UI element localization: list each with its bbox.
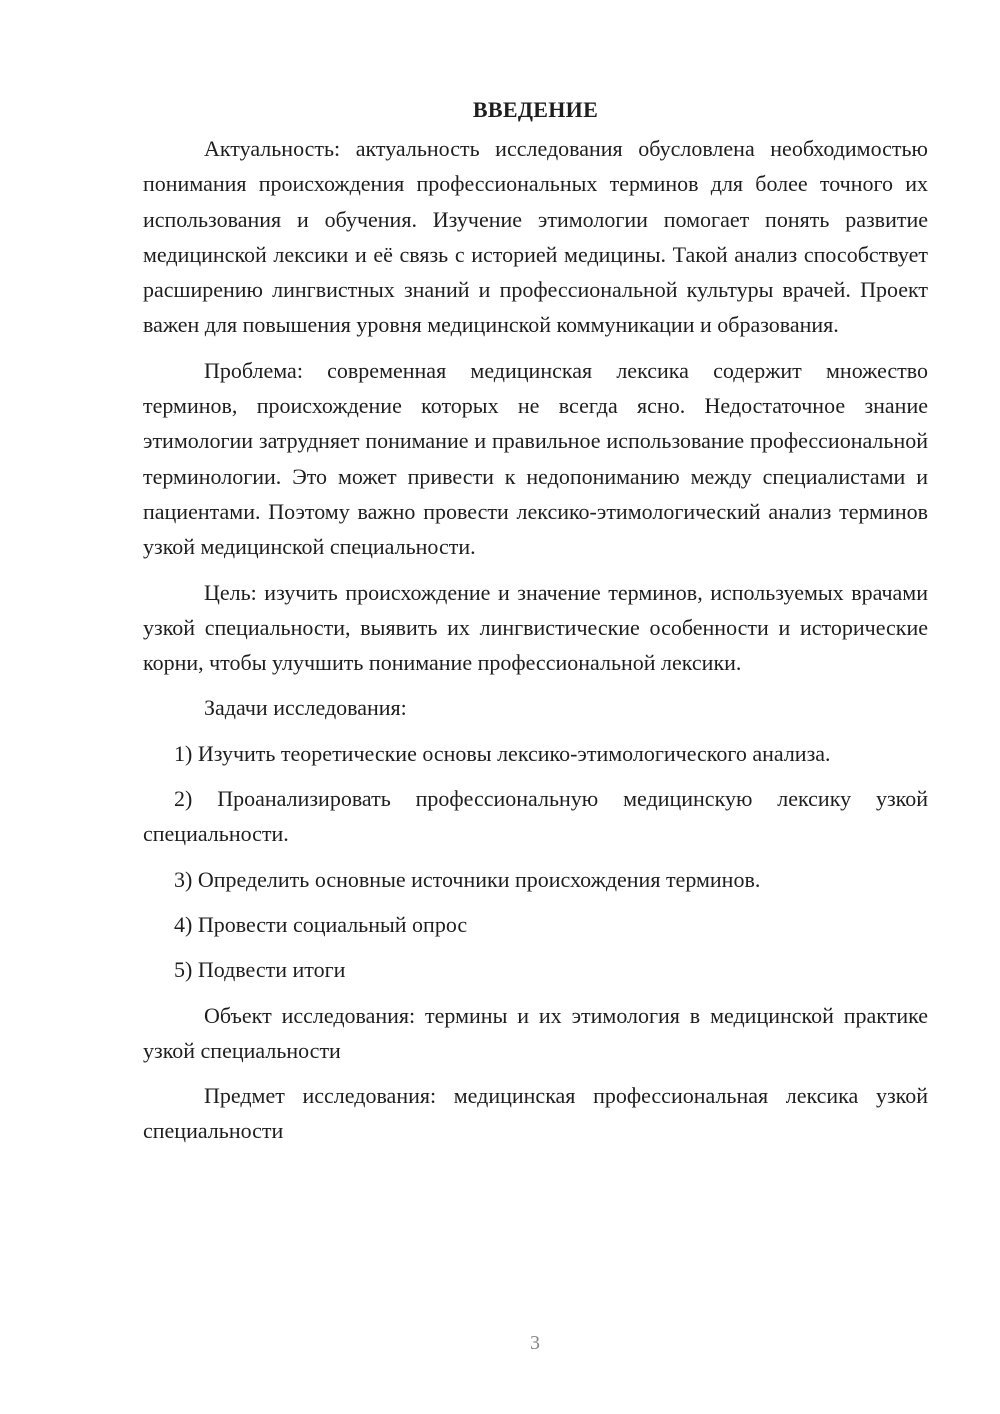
subject-paragraph: Предмет исследования: медицинская профессиональная лексика узкой специальности — [143, 1083, 928, 1144]
problem-paragraph: Проблема: современная медицинская лексика содержит множество терминов, происхождение которых не всегда ясно. Недостаточное знание этимологии затрудняет понимание и правильное использование профессиональной терминологии. Это может привести к недопониманию между специалистами и пациентами. Поэтому важно провести лексико-этимологический анализ терминов узкой медицинской специальности. — [143, 357, 928, 560]
task-item: 1) Изучить теоретические основы лексико-этимологического анализа. — [174, 740, 831, 766]
task-item: 4) Провести социальный опрос — [174, 911, 468, 937]
document-page — [143, 92, 928, 1159]
section-title: ВВЕДЕНИЕ — [472, 97, 599, 122]
page-number: 3 — [530, 1332, 540, 1354]
task-item: 2) Проанализировать профессиональную медицинскую лексику узкой специальности. — [143, 786, 928, 847]
object-paragraph: Объект исследования: термины и их этимология в медицинской практике узкой специальности — [143, 1002, 928, 1063]
relevance-paragraph: Актуальность: актуальность исследования обусловлена необходимостью понимания происхождения профессиональных терминов для более точного их использования и обучения. Изучение этимологии помогает понять развитие медицинской лексики и её связь с историей медицины. Такой анализ способствует расширению лингвистных знаний и профессиональной культуры врачей. Проект важен для повышения уровня медицинской коммуникации и образования. — [143, 136, 928, 338]
task-item: 5) Подвести итоги — [174, 957, 346, 983]
tasks-heading: Задачи исследования: — [204, 695, 407, 721]
task-item: 3) Определить основные источники происхождения терминов. — [174, 866, 761, 892]
goal-paragraph: Цель: изучить происхождение и значение терминов, используемых врачами узкой специальности, выявить их лингвистические особенности и исторические корни, чтобы улучшить понимание профессиональной лексики. — [143, 579, 928, 676]
